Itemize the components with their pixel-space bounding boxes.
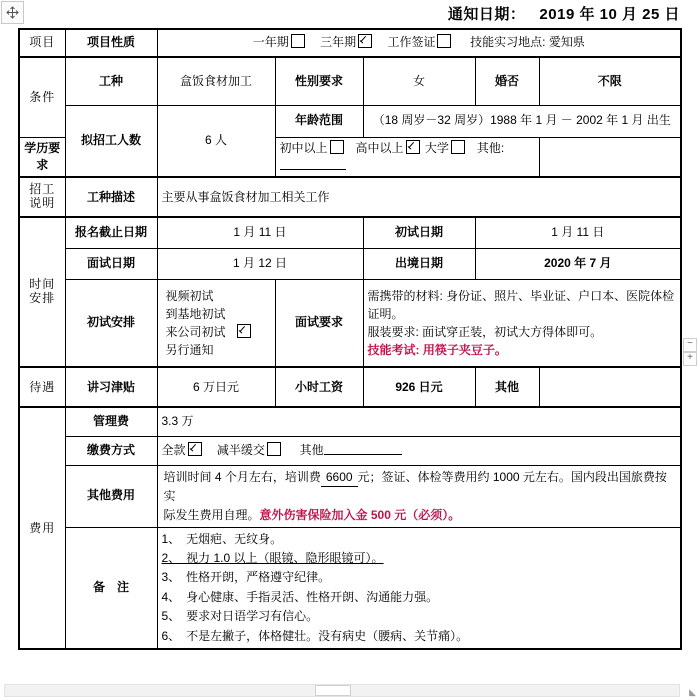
value-job-description: 主要从事盒饭食材加工相关工作 bbox=[157, 177, 681, 217]
other-fees-line-1 bbox=[164, 468, 677, 506]
table-row-job bbox=[19, 57, 681, 105]
label-job-description: 工种描述 bbox=[65, 177, 157, 217]
value-headcount: 6 人 bbox=[157, 105, 275, 177]
label-first-exam-date: 初试日期 bbox=[363, 217, 475, 248]
option-video-exam[interactable] bbox=[166, 287, 271, 305]
horizontal-scrollbar[interactable] bbox=[4, 684, 680, 697]
note-item: 6、 不是左撇子，体格健壮。没有病史（腰病、关节痛）。 bbox=[161, 628, 469, 643]
other-fees-line-2 bbox=[164, 506, 677, 525]
checkbox-company-exam[interactable] bbox=[237, 324, 251, 338]
internship-location: 技能实习地点: 愛知県 bbox=[470, 35, 585, 50]
option-video-exam-label: 视频初试 bbox=[165, 289, 214, 304]
label-first-exam-arrangement: 初试安排 bbox=[65, 279, 157, 367]
payment-method-options bbox=[157, 436, 681, 465]
label-interview-date: 面试日期 bbox=[65, 248, 157, 279]
label-notes: 备 注 bbox=[65, 527, 157, 649]
option-notify-later-label: 另行通知 bbox=[165, 343, 214, 358]
option-junior-high[interactable] bbox=[280, 141, 349, 155]
option-notify-later[interactable] bbox=[166, 341, 271, 359]
table-row-job-description bbox=[19, 177, 681, 217]
label-age-range: 年龄范围 bbox=[275, 105, 363, 137]
value-hourly-wage: 926 日元 bbox=[363, 367, 475, 407]
payment-other-input[interactable] bbox=[324, 443, 402, 455]
option-half-deferred[interactable] bbox=[217, 443, 286, 457]
section-fees: 费用 bbox=[19, 407, 65, 649]
section-recruit-info: 招工说明 bbox=[19, 177, 65, 217]
notice-date-value: 2019 年 10 月 25 日 bbox=[539, 6, 680, 23]
section-condition: 条件 bbox=[19, 57, 65, 137]
note-item bbox=[162, 549, 677, 568]
interview-requirements-content bbox=[363, 279, 681, 367]
requirement-dress-code: 服装要求: 面试穿正装，初试大方得体即可。 bbox=[367, 325, 603, 340]
label-signup-deadline: 报名截止日期 bbox=[65, 217, 157, 248]
value-job-type: 盒饭食材加工 bbox=[157, 57, 275, 105]
option-three-year[interactable] bbox=[320, 35, 377, 49]
table-row-other-fees bbox=[19, 465, 681, 527]
value-interview-date: 1 月 12 日 bbox=[157, 248, 363, 279]
table-row-headcount bbox=[19, 105, 681, 137]
value-compensation-other bbox=[539, 367, 681, 407]
checkbox-one-year[interactable] bbox=[291, 34, 305, 48]
table-row-dates-1 bbox=[19, 217, 681, 248]
checkbox-work-visa[interactable] bbox=[437, 34, 451, 48]
first-exam-options bbox=[157, 279, 275, 367]
table-row-dates-2 bbox=[19, 248, 681, 279]
checkbox-junior-high[interactable] bbox=[330, 140, 344, 154]
label-training-allowance: 讲习津贴 bbox=[65, 367, 157, 407]
option-half-deferred-label: 减半缓交 bbox=[216, 443, 265, 458]
option-work-visa[interactable] bbox=[387, 35, 456, 49]
option-company-exam[interactable] bbox=[166, 323, 271, 341]
label-interview-requirements: 面试要求 bbox=[275, 279, 363, 367]
option-full-payment[interactable] bbox=[162, 443, 207, 457]
option-work-visa-label: 工作签证 bbox=[387, 35, 436, 50]
requirement-materials: 需携带的材料: 身份证、照片、毕业证、户口本、医院体检证明。 bbox=[367, 289, 675, 322]
label-gender: 性别要求 bbox=[275, 57, 363, 105]
option-junior-high-label: 初中以上 bbox=[279, 140, 328, 155]
other-fees-text-b: 元；签证、体检等费用约 1000 元左右。国内段出国旅费按实 bbox=[163, 469, 667, 504]
value-gender: 女 bbox=[363, 57, 475, 105]
table-row-notes bbox=[19, 527, 681, 649]
table-row-management-fee bbox=[19, 407, 681, 436]
checkbox-three-year[interactable] bbox=[358, 34, 372, 48]
option-one-year-label: 一年期 bbox=[252, 35, 289, 50]
label-job-type: 工种 bbox=[65, 57, 157, 105]
zoom-out-button[interactable]: − bbox=[683, 338, 697, 352]
document-header bbox=[0, 0, 698, 27]
value-training-allowance: 6 万日元 bbox=[157, 367, 275, 407]
table-row-payment-method bbox=[19, 436, 681, 465]
value-first-exam-date: 1 月 11 日 bbox=[475, 217, 681, 248]
label-payment-other: 其他 bbox=[299, 443, 324, 458]
section-compensation: 待遇 bbox=[19, 367, 65, 407]
label-compensation-other: 其他 bbox=[475, 367, 539, 407]
label-headcount: 拟招工人数 bbox=[65, 105, 157, 177]
notice-date-label: 通知日期： bbox=[447, 6, 526, 23]
option-base-exam[interactable] bbox=[166, 305, 271, 323]
checkbox-full-payment[interactable] bbox=[188, 442, 202, 456]
value-other-fees bbox=[157, 465, 681, 527]
label-other-fees: 其他费用 bbox=[65, 465, 157, 527]
checkbox-half-deferred[interactable] bbox=[267, 442, 281, 456]
value-age-range: （18 周岁－32 周岁）1988 年 1 月 － 2002 年 1 月 出生 bbox=[363, 105, 681, 137]
note-item: 5、 要求对日语学习有信心。 bbox=[161, 609, 319, 624]
label-departure-date: 出境日期 bbox=[363, 248, 475, 279]
requirement-skill-test: 技能考试: 用筷子夹豆子。 bbox=[367, 343, 507, 358]
value-management-fee: 3.3 万 bbox=[157, 407, 681, 436]
label-project-nature: 项目性质 bbox=[65, 29, 157, 57]
table-row-interview-arrangement bbox=[19, 279, 681, 367]
checkbox-university[interactable] bbox=[451, 140, 465, 154]
option-senior-high-label: 高中以上 bbox=[355, 140, 404, 155]
training-fee-amount: 6600 bbox=[321, 468, 358, 488]
option-company-exam-label: 来公司初试 bbox=[165, 325, 226, 340]
table-row-project bbox=[19, 29, 681, 57]
option-senior-high[interactable] bbox=[356, 141, 425, 155]
notes-content bbox=[157, 527, 681, 649]
label-payment-method: 缴费方式 bbox=[65, 436, 157, 465]
other-fees-text-a: 培训时间 4 个月左右，培训费 bbox=[163, 469, 321, 484]
value-signup-deadline: 1 月 11 日 bbox=[157, 217, 363, 248]
option-base-exam-label: 到基地初试 bbox=[165, 307, 226, 322]
section-project: 项目 bbox=[19, 29, 65, 57]
insurance-required-note: 意外伤害保险加入金 500 元（必须）。 bbox=[259, 507, 461, 522]
education-other-input[interactable] bbox=[280, 158, 346, 170]
note-item: 3、 性格开朗，严格遵守纪律。 bbox=[161, 570, 331, 585]
option-university-label: 大学 bbox=[424, 140, 449, 155]
checkbox-senior-high[interactable] bbox=[406, 140, 420, 154]
note-item: 1、 无烟疤、无纹身。 bbox=[161, 531, 283, 546]
resize-grip-icon[interactable]: ◣ bbox=[689, 687, 696, 697]
label-education: 学历要求 bbox=[19, 137, 65, 177]
section-schedule: 时间安排 bbox=[19, 217, 65, 367]
zoom-in-button[interactable]: + bbox=[683, 352, 697, 366]
option-one-year[interactable] bbox=[253, 35, 310, 49]
value-departure-date: 2020 年 7 月 bbox=[475, 248, 681, 279]
education-options bbox=[275, 137, 539, 177]
label-hourly-wage: 小时工资 bbox=[275, 367, 363, 407]
recruitment-form-table bbox=[18, 28, 682, 650]
option-three-year-label: 三年期 bbox=[320, 35, 357, 50]
other-fees-text-c: 际发生费用自理。 bbox=[163, 507, 260, 522]
label-management-fee: 管理费 bbox=[65, 407, 157, 436]
label-education-other: 其他: bbox=[476, 140, 505, 155]
option-full-payment-label: 全款 bbox=[161, 443, 186, 458]
note-item: 4、 身心健康、手指灵活、性格开朗、沟通能力强。 bbox=[161, 589, 439, 604]
value-marriage: 不限 bbox=[539, 57, 681, 105]
table-row-compensation bbox=[19, 367, 681, 407]
scrollbar-thumb[interactable] bbox=[315, 685, 351, 696]
label-marriage: 婚否 bbox=[475, 57, 539, 105]
project-nature-options bbox=[157, 29, 681, 57]
note-item-underlined: 2、 视力 1.0 以上（眼镜、隐形眼镜可）。 bbox=[161, 551, 384, 565]
